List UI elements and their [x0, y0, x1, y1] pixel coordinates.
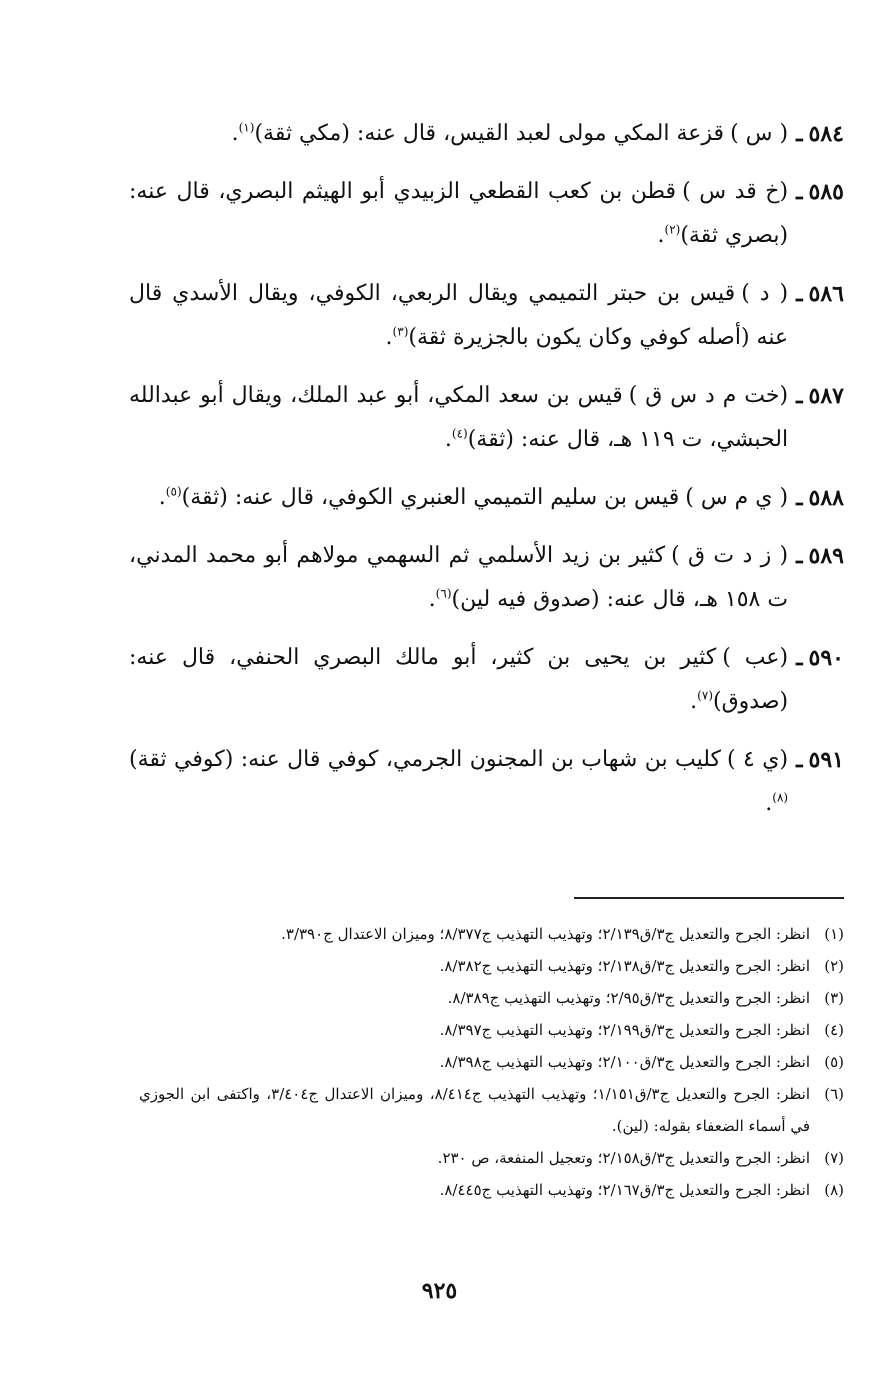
entry-text — [129, 476, 788, 520]
footnote-text: انظر: الجرح والتعديل ج٣/ق٢/١٥٨؛ وتعجيل المنفعة، ص ٢٣٠. — [437, 1149, 810, 1167]
footnote-text: انظر: الجرح والتعديل ج٣/ق٢/٩٥؛ وتهذيب التهذيب ج٨/٣٨٩. — [447, 989, 810, 1007]
entry-dash: ـ — [796, 645, 803, 671]
entry-dash: ـ — [796, 179, 803, 205]
footnote-separator — [574, 897, 844, 899]
entry-dash: ـ — [796, 121, 803, 147]
entry-sigla: ( ي م س ) — [685, 485, 789, 510]
entry-body: قزعة المكي مولى لعبد القيس، قال عنه: (مكي ثقة) — [254, 121, 725, 146]
entry — [129, 272, 844, 360]
footnote-number: (٦) — [824, 1085, 844, 1103]
entry-sigla: (عب ) — [722, 645, 789, 670]
entry — [129, 374, 844, 462]
narrator-entries — [129, 112, 844, 840]
entry-text — [129, 636, 788, 724]
entry-body: قيس بن حبتر التميمي ويقال الربعي، الكوفي، ويقال الأسدي قال عنه (أصله كوفي وكان يكون بالجزيرة ثقة) — [129, 281, 789, 350]
entry-end: . — [231, 121, 239, 146]
footnote-ref: (٧) — [697, 688, 713, 703]
footnote — [139, 1174, 844, 1206]
footnote — [139, 1014, 844, 1046]
entry-end: . — [765, 791, 773, 816]
footnote — [139, 1078, 844, 1142]
entry-end: . — [428, 587, 436, 612]
footnotes — [139, 918, 844, 1206]
entry-sigla: ( ز د ت ق ) — [671, 543, 789, 568]
entry-body: قيس بن سليم التميمي العنبري الكوفي، قال عنه: (ثقة) — [181, 485, 680, 510]
footnote-number: (٥) — [824, 1053, 844, 1071]
entry-text — [129, 112, 788, 156]
footnote-ref: (٢) — [664, 222, 681, 237]
footnote-ref: (١) — [238, 120, 255, 135]
footnote — [139, 918, 844, 950]
entry-number: ٥٨٥ـ — [796, 179, 844, 205]
footnote-text: انظر: الجرح والتعديل ج٣/ق٢/١٣٩؛ وتهذيب التهذيب ج٨/٣٧٧؛ وميزان الاعتدال ج٣/٣٩٠. — [281, 925, 810, 943]
entry-text — [129, 170, 788, 258]
entry-sigla: (ي ٤ ) — [727, 747, 789, 772]
entry-number: ٥٨٨ـ — [796, 485, 844, 511]
entry-text — [129, 272, 788, 360]
entry-text — [129, 534, 788, 622]
entry-number: ٥٨٦ـ — [796, 281, 844, 307]
footnote-ref: (٦) — [435, 586, 452, 601]
entry-sigla: ( س ) — [730, 121, 789, 146]
entry-end: . — [385, 325, 393, 350]
entry-sigla: (خت م د س ق ) — [628, 383, 789, 408]
entry-number: ٥٨٩ـ — [796, 543, 844, 569]
entry-text — [129, 374, 788, 462]
page-number: ٩٢٥ — [421, 1278, 458, 1304]
entry-number: ٥٩٠ـ — [796, 645, 844, 671]
entry-body: قطن بن كعب القطعي الزبيدي أبو الهيثم البصري، قال عنه: (بصري ثقة) — [129, 179, 789, 248]
footnote-ref: (٤) — [451, 426, 468, 441]
entry-body: كثير بن يحيى بن كثير، أبو مالك البصري الحنفي، قال عنه: (صدوق) — [129, 645, 789, 714]
entry-text — [129, 738, 788, 826]
entry-dash: ـ — [796, 485, 803, 511]
footnote-number: (٣) — [824, 989, 844, 1007]
footnote-number: (٨) — [824, 1181, 844, 1199]
footnote-text: انظر: الجرح والتعديل ج٣/ق٢/١٣٨؛ وتهذيب التهذيب ج٨/٣٨٢. — [439, 957, 810, 975]
entry-end: . — [444, 427, 452, 452]
footnote-ref: (٥) — [165, 484, 182, 499]
footnote — [139, 950, 844, 982]
entry — [129, 476, 844, 520]
entry-number: ٥٩١ـ — [796, 747, 844, 773]
footnote-text: انظر: الجرح والتعديل ج٣/ق١/١٥١؛ وتهذيب التهذيب ج٨/٤١٤، وميزان الاعتدال ج٣/٤٠٤، واكتفى ابن الجوزي في أسماء الضعفاء بقوله: (لين). — [139, 1085, 811, 1135]
footnote — [139, 982, 844, 1014]
entry-dash: ـ — [796, 747, 803, 773]
entry — [129, 170, 844, 258]
footnote — [139, 1046, 844, 1078]
footnote-ref: (٨) — [772, 790, 789, 805]
entry-sigla: (خ قد س ) — [682, 179, 789, 204]
entry — [129, 738, 844, 826]
entry-end: . — [657, 223, 665, 248]
entry-dash: ـ — [796, 383, 803, 409]
entry — [129, 534, 844, 622]
entry-body: كليب بن شهاب بن المجنون الجرمي، كوفي قال عنه: (كوفي ثقة) — [129, 747, 722, 772]
footnote — [139, 1142, 844, 1174]
entry-dash: ـ — [796, 281, 803, 307]
entry — [129, 636, 844, 724]
entry — [129, 112, 844, 156]
entry-number: ٥٨٧ـ — [796, 383, 844, 409]
footnote-number: (١) — [824, 925, 844, 943]
entry-dash: ـ — [796, 543, 803, 569]
footnote-ref: (٣) — [392, 324, 409, 339]
footnote-number: (٢) — [824, 957, 844, 975]
entry-sigla: ( د ) — [741, 281, 789, 306]
footnote-text: انظر: الجرح والتعديل ج٣/ق٢/١٦٧؛ وتهذيب التهذيب ج٨/٤٤٥. — [439, 1181, 810, 1199]
footnote-text: انظر: الجرح والتعديل ج٣/ق٢/١٠٠؛ وتهذيب التهذيب ج٨/٣٩٨. — [439, 1053, 810, 1071]
entry-end: . — [158, 485, 166, 510]
footnote-number: (٧) — [824, 1149, 844, 1167]
footnote-number: (٤) — [824, 1021, 844, 1039]
entry-body: كثير بن زيد الأسلمي ثم السهمي مولاهم أبو محمد المدني، ت ١٥٨ هـ، قال عنه: (صدوق فيه لين) — [129, 543, 789, 612]
entry-number: ٥٨٤ـ — [796, 121, 844, 147]
footnote-text: انظر: الجرح والتعديل ج٣/ق٢/١٩٩؛ وتهذيب التهذيب ج٨/٣٩٧. — [439, 1021, 810, 1039]
entry-end: . — [690, 689, 698, 714]
entry-body: قيس بن سعد المكي، أبو عبد الملك، ويقال أبو عبدالله الحبشي، ت ١١٩ هـ، قال عنه: (ثقة) — [129, 383, 789, 452]
